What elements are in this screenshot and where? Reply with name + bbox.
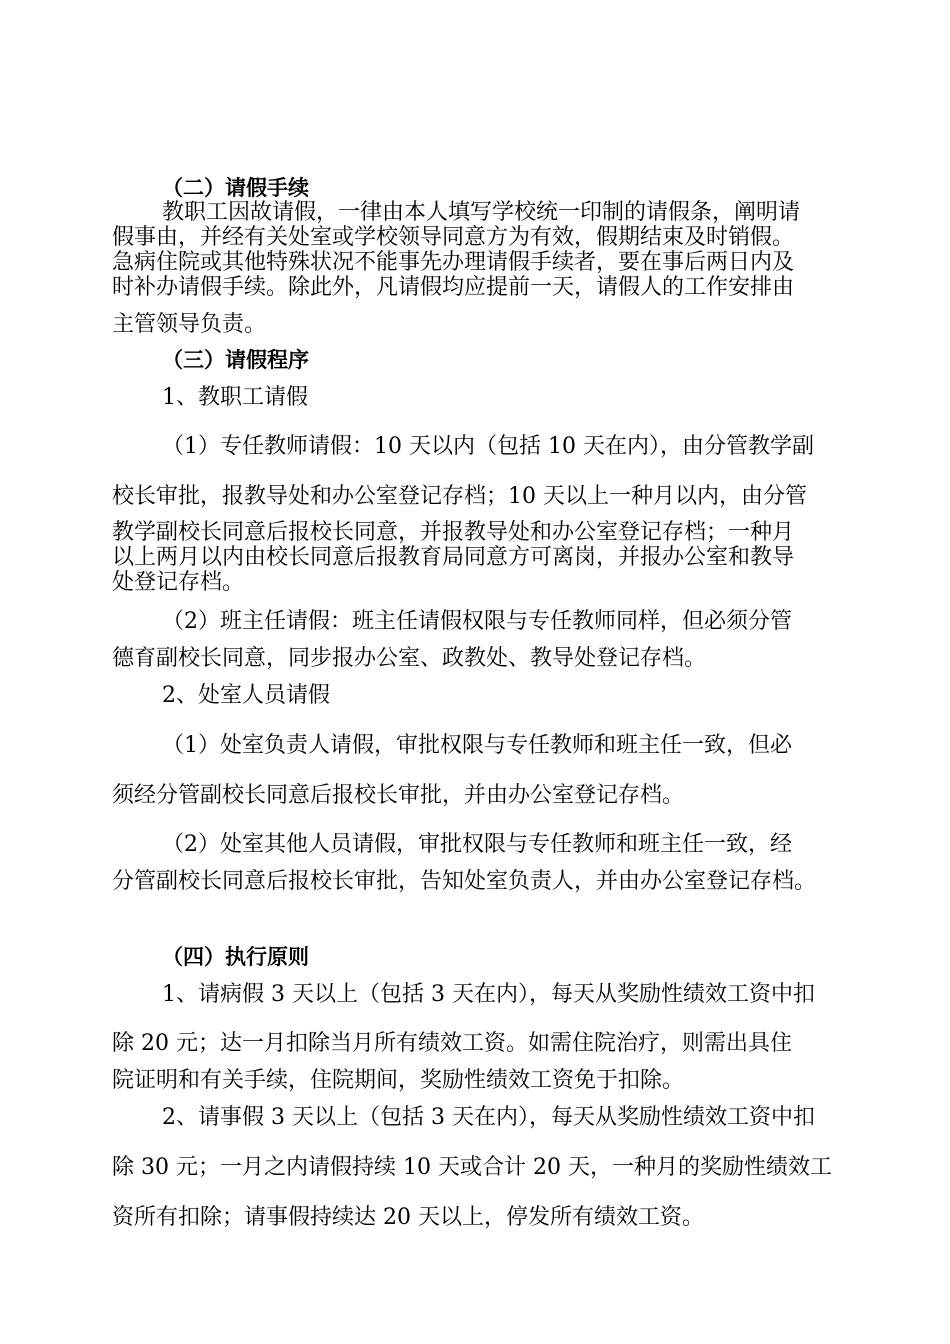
paragraph-line: 除 30 元；一月之内请假持续 10 天或合计 20 天，一种月的奖励性绩效工 (112, 1155, 832, 1180)
paragraph-line: （1）处室负责人请假，审批权限与专任教师和班主任一致，但必 (162, 733, 792, 758)
paragraph-line: 主管领导负责。 (112, 312, 267, 337)
section-heading-2: （二）请假手续 (162, 176, 309, 200)
paragraph-line: 假事由，并经有关处室或学校领导同意方为有效，假期结束及时销假。 (112, 225, 795, 250)
paragraph-line: 急病住院或其他特殊状况不能事先办理请假手续者，要在事后两日内及 (112, 250, 795, 275)
subsection-title: 1、教职工请假 (162, 385, 308, 410)
subsection-title: 2、处室人员请假 (162, 683, 330, 708)
paragraph-line: （2）班主任请假：班主任请假权限与专任教师同样，但必须分管 (162, 609, 792, 634)
paragraph-line: 院证明和有关手续，住院期间，奖励性绩效工资免于扣除。 (112, 1068, 685, 1093)
paragraph-line: 分管副校长同意后报校长审批，告知处室负责人，并由办公室登记存档。 (112, 869, 817, 894)
paragraph-line: 1、请病假 3 天以上（包括 3 天在内），每天从奖励性绩效工资中扣 (162, 982, 815, 1007)
paragraph-line: （2）处室其他人员请假，审批权限与专任教师和班主任一致，经 (162, 832, 792, 857)
paragraph-line: 教学副校长同意后报校长同意，并报教导处和办公室登记存档；一种月 (112, 520, 795, 545)
paragraph-line: 须经分管副校长同意后报校长审批，并由办公室登记存档。 (112, 783, 685, 808)
paragraph-line: 德育副校长同意，同步报办公室、政教处、教导处登记存档。 (112, 646, 707, 671)
paragraph-line: 除 20 元；达一月扣除当月所有绩效工资。如需住院治疗，则需出具住 (112, 1031, 792, 1056)
section-heading-3: （三）请假程序 (162, 348, 309, 372)
paragraph-line: 处登记存档。 (112, 570, 245, 595)
paragraph-line: 资所有扣除；请事假持续达 20 天以上，停发所有绩效工资。 (112, 1205, 704, 1230)
section-heading-4: （四）执行原则 (162, 945, 309, 969)
paragraph-line: 校长审批，报教导处和办公室登记存档；10 天以上一种月以内，由分管 (112, 484, 807, 509)
paragraph-line: 以上两月以内由校长同意后报教育局同意方可离岗，并报办公室和教导 (112, 545, 795, 570)
paragraph-line: 教职工因故请假，一律由本人填写学校统一印制的请假条，阐明请 (162, 200, 801, 225)
paragraph-line: 时补办请假手续。除此外，凡请假均应提前一天，请假人的工作安排由 (112, 275, 795, 300)
paragraph-line: 2、请事假 3 天以上（包括 3 天在内），每天从奖励性绩效工资中扣 (162, 1105, 815, 1130)
paragraph-line: （1）专任教师请假：10 天以内（包括 10 天在内），由分管教学副 (162, 434, 814, 459)
